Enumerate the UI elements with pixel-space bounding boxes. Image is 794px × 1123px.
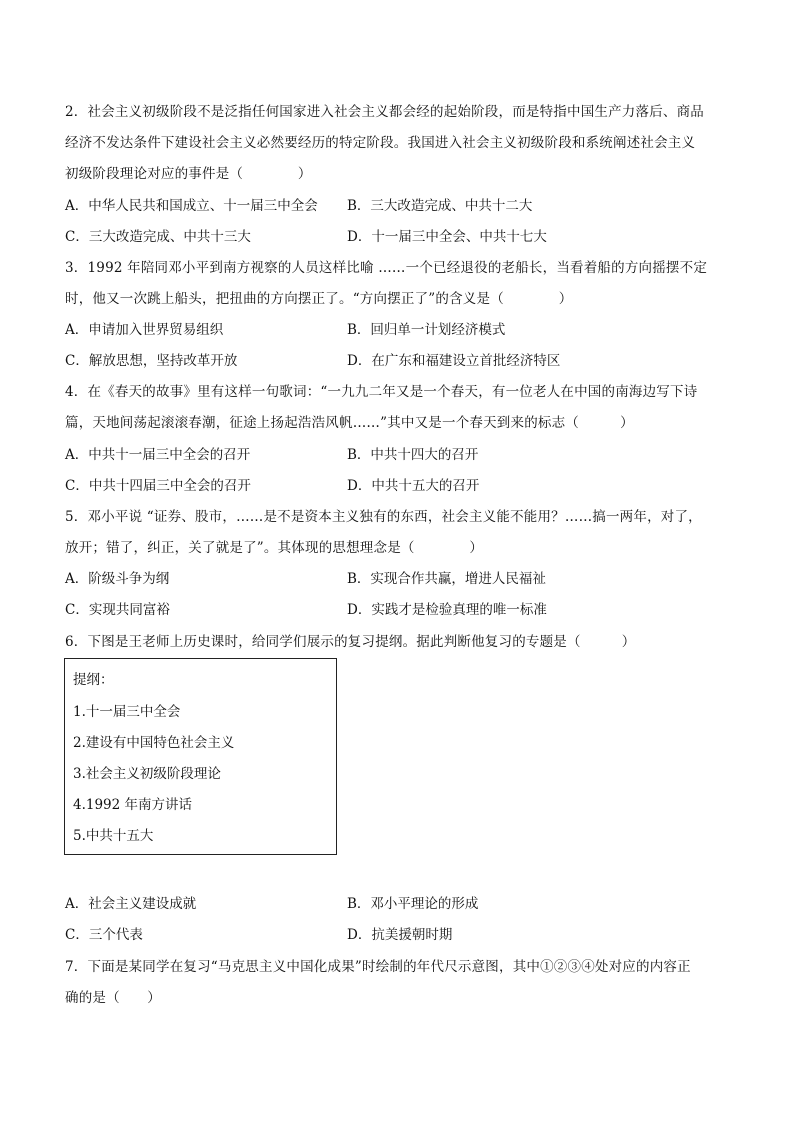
q2-option-b[interactable]: B．三大改造完成、中共十二大 (347, 198, 533, 214)
q7-stem-line-2: 确的是（ ） (65, 990, 161, 1006)
outline-item-4: 4.1992 年南方讲话 (73, 797, 193, 813)
q5-option-b[interactable]: B．实现合作共赢，增进人民福祉 (347, 571, 546, 587)
q2-stem-line-1: 2．社会主义初级阶段不是泛指任何国家进入社会主义都会经的起始阶段，而是特指中国生产力落后、商品 (65, 104, 704, 120)
q6-option-a[interactable]: A．社会主义建设成就 (65, 896, 197, 912)
outline-item-3: 3.社会主义初级阶段理论 (73, 766, 221, 782)
q2-option-a[interactable]: A．中华人民共和国成立、十一届三中全会 (65, 198, 318, 214)
q4-option-b[interactable]: B．中共十四大的召开 (347, 447, 479, 463)
q3-option-b[interactable]: B．回归单一计划经济模式 (347, 322, 506, 338)
q5-option-a[interactable]: A．阶级斗争为纲 (65, 571, 170, 587)
q6-option-c[interactable]: C．三个代表 (65, 927, 143, 943)
q7-stem-line-1: 7．下面是某同学在复习“马克思主义中国化成果”时绘制的年代尺示意图，其中①②③④处对应的内容正 (65, 959, 691, 975)
q4-option-d[interactable]: D．中共十五大的召开 (347, 478, 480, 494)
q3-stem-line-1: 3．1992 年陪同邓小平到南方视察的人员这样比喻 ……一个已经退役的老船长，当看着船的方向摇摆不定 (65, 260, 708, 276)
q3-option-d[interactable]: D．在广东和福建设立首批经济特区 (347, 353, 561, 369)
q6-stem-line-1: 6．下图是王老师上历史课时，给同学们展示的复习提纲。据此判断他复习的专题是（ ） (65, 634, 636, 650)
q3-option-a[interactable]: A．申请加入世界贸易组织 (65, 322, 224, 338)
q5-stem-line-1: 5．邓小平说 “证券、股市，……是不是资本主义独有的东西，社会主义能不能用？……搞一两年，对了， (65, 509, 702, 525)
q4-stem-line-1: 4．在《春天的故事》里有这样一句歌词：“一九九二年又是一个春天，有一位老人在中国的南海边写下诗 (65, 384, 698, 400)
q4-stem-line-2: 篇，天地间荡起滚滚春潮，征途上扬起浩浩风帆……”其中又是一个春天到来的标志（ ） (65, 415, 634, 431)
q5-option-c[interactable]: C．实现共同富裕 (65, 602, 170, 618)
q3-stem-line-2: 时，他又一次跳上船头，把扭曲的方向摆正了。“方向摆正了”的含义是（ ） (65, 291, 573, 307)
outline-title: 提纲： (73, 672, 114, 688)
q6-option-b[interactable]: B．邓小平理论的形成 (347, 896, 479, 912)
outline-item-5: 5.中共十五大 (73, 828, 154, 844)
review-outline-box (64, 658, 337, 855)
q5-option-d[interactable]: D．实践才是检验真理的唯一标准 (347, 602, 547, 618)
outline-item-2: 2.建设有中国特色社会主义 (73, 735, 235, 751)
q6-option-d[interactable]: D．抗美援朝时期 (347, 927, 453, 943)
q5-stem-line-2: 放开；错了，纠正，关了就是了”。其体现的思想理念是（ ） (65, 540, 484, 556)
q4-option-a[interactable]: A．中共十一届三中全会的召开 (65, 447, 251, 463)
q2-stem-line-2: 经济不发达条件下建设社会主义必然要经历的特定阶段。我国进入社会主义初级阶段和系统阐述社会主义 (65, 135, 696, 151)
q3-option-c[interactable]: C．解放思想，坚持改革开放 (65, 353, 238, 369)
q2-option-c[interactable]: C．三大改造完成、中共十三大 (65, 229, 251, 245)
outline-item-1: 1.十一届三中全会 (73, 704, 181, 720)
q4-option-c[interactable]: C．中共十四届三中全会的召开 (65, 478, 251, 494)
q2-stem-line-3: 初级阶段理论对应的事件是（ ） (65, 166, 312, 182)
q2-option-d[interactable]: D．十一届三中全会、中共十七大 (347, 229, 547, 245)
